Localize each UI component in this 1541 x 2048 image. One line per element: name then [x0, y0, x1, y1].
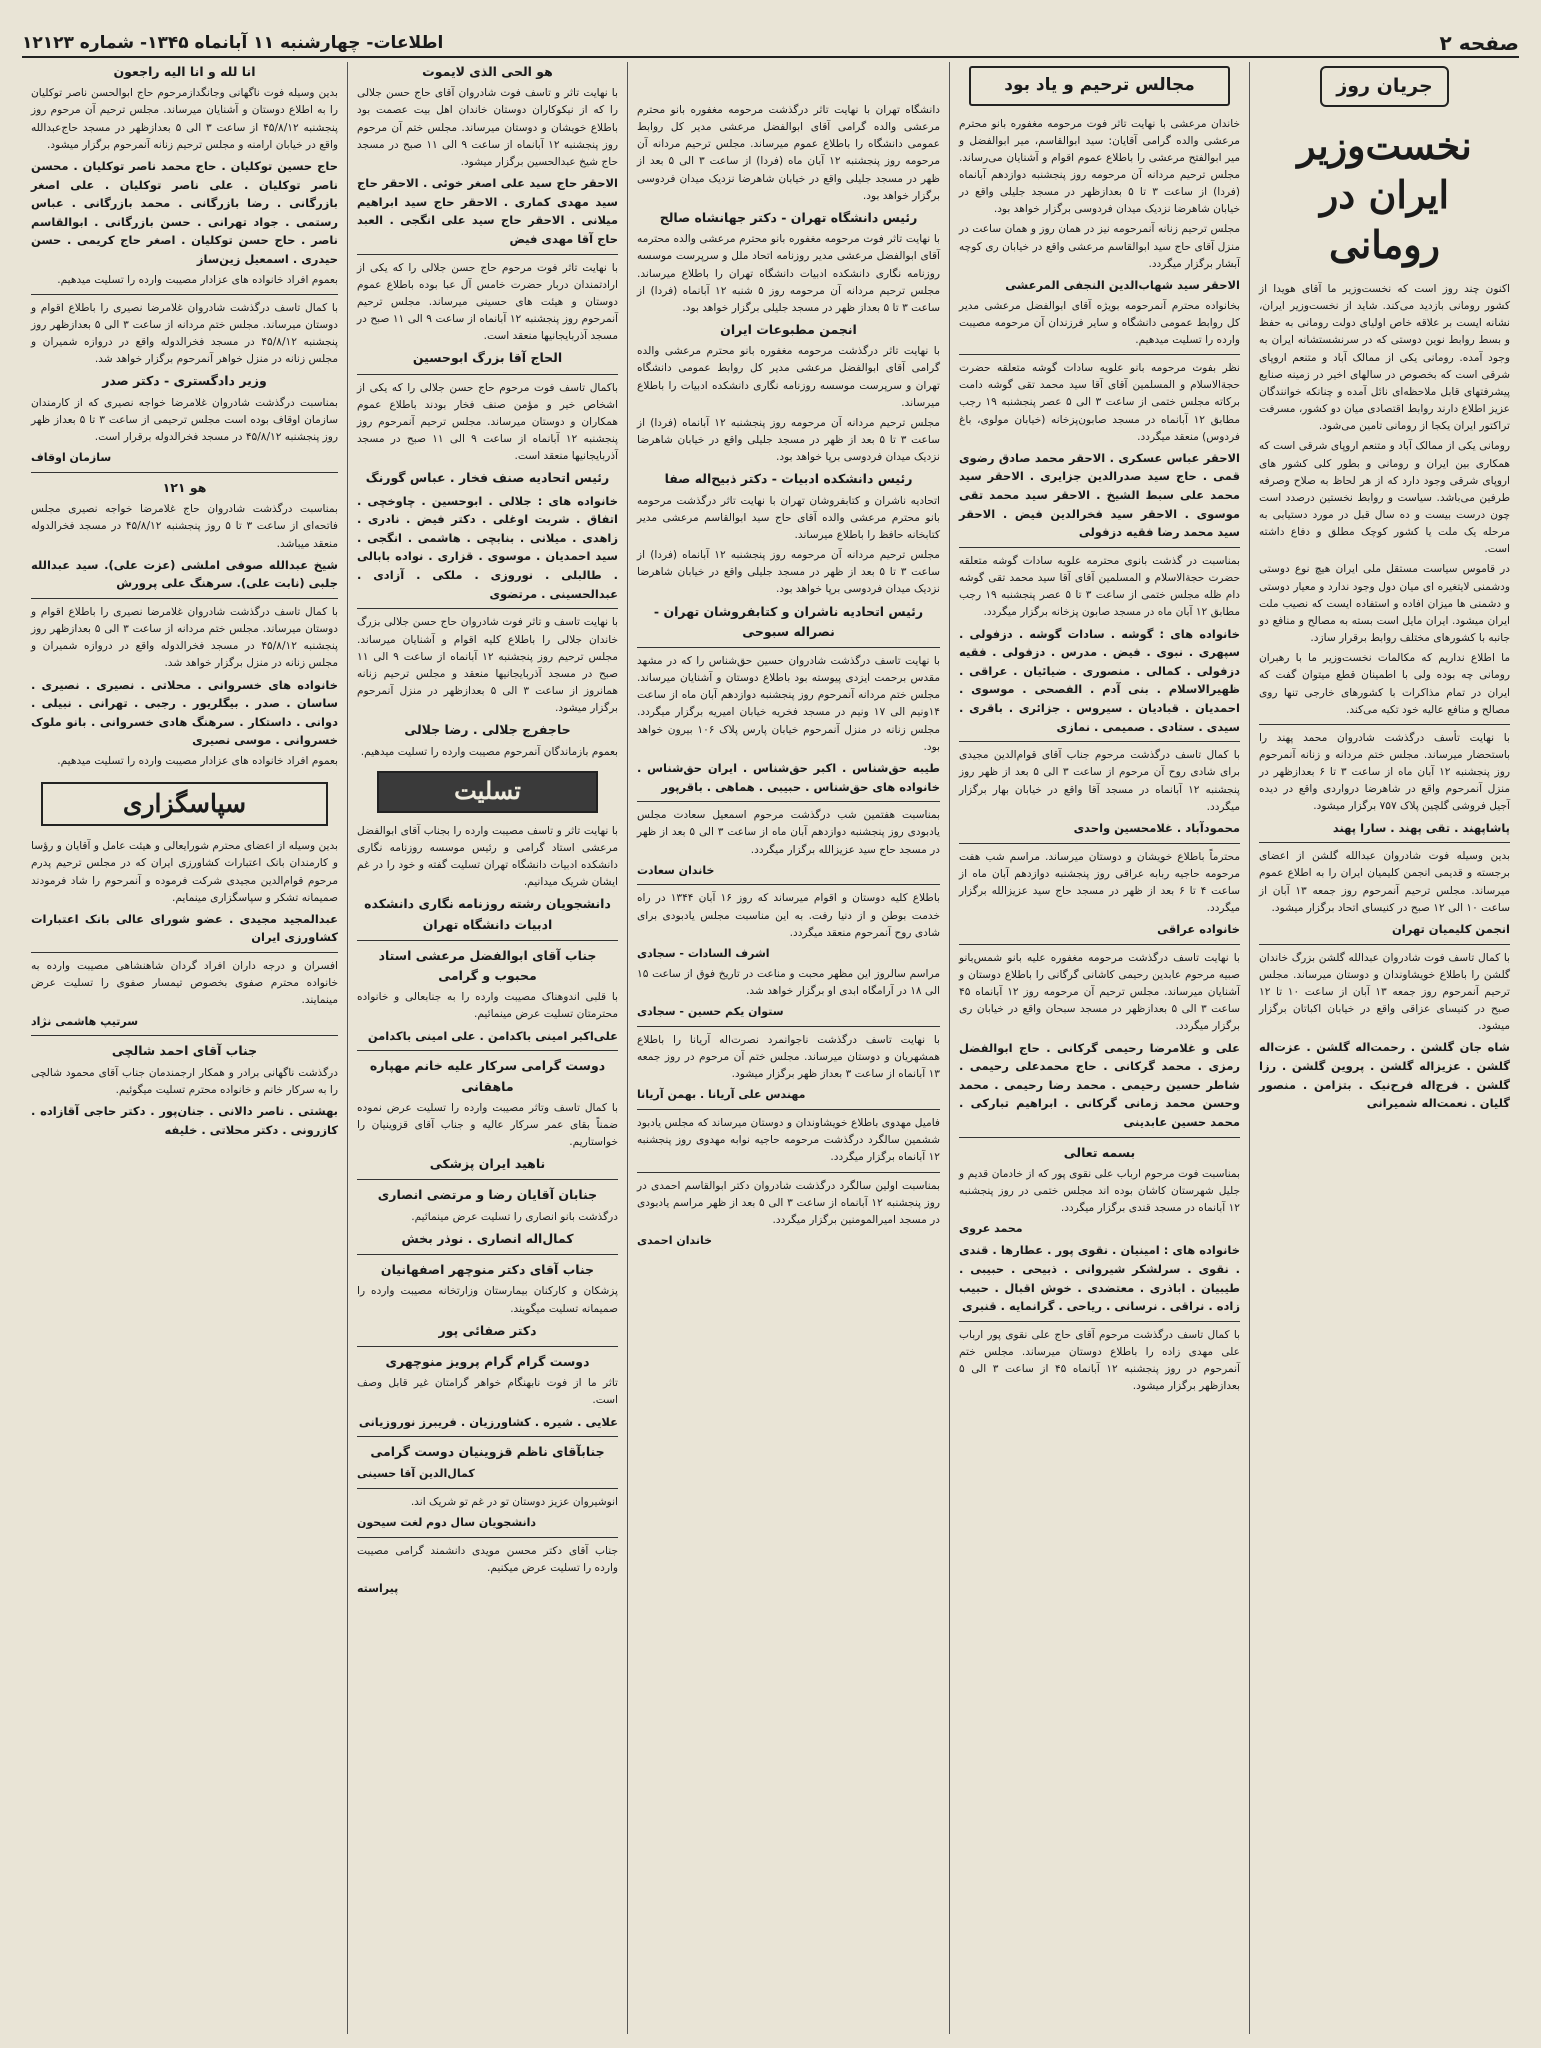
notice-signature: انجمن مطبوعات ایران	[720, 321, 857, 337]
notice-text: با نهایت تاثر فوت مرحوم حاج حسن جلالی را که یکی از ارادتمندان دربار حضرت خامس آل عبا بوده باطلاع عموم دوستان و هیئت های حسینی میرساند. مجلس ترحیم آنمرحوم روز پنجشنبه ۱۲ آبانماه از ساعت ۹ الی ۱۱ صبح در مسجد آذربایجانیها منعقد است.	[357, 261, 618, 343]
notice-signature: محمد عروی	[959, 1222, 1023, 1236]
divider	[357, 1346, 618, 1347]
notice-heading: جناب آقای ابوالفضل مرعشی استاد محبوب و گرامی	[378, 947, 597, 984]
column-condolences	[347, 62, 627, 2034]
notice-text: با نهایت تاثر و تاسف مصیبت وارده را بجناب آقای ابوالفضل مرعشی استاد گرامی و رئیس موسسه روزنامه نگاری دانشکده ادبیات دانشگاه تهران تسلیت گفته و خود را در غم ایشان شریک میدانیم.	[357, 824, 618, 889]
notice-text: خاندان مرعشی با نهایت تاثر فوت مرحومه مغفوره بانو محترم مرعشی والده گرامی آقایان: سید ابوالقاسم، میر ابوالفضل و میر ابوالفتح مرعشی را باطلاع عموم اقوام و آشنایان می‌رساند. مجلس ترحیم مردانه آن مرحومه روز پنجشنبه دوازدهم آبانماه (فردا) از ساعت ۳ تا ۵ بعدازظهر در مسجد جلیلی واقع در خیابان شاهرضا نزدیک میدان فردوسی برگزار خواهد بود.	[959, 117, 1240, 216]
notice-signature: حاجفرج جلالی . رضا جلالی	[404, 722, 571, 738]
divider	[357, 1050, 618, 1051]
divider	[31, 294, 338, 295]
notice-signature: خانواده عراقی	[1157, 922, 1240, 937]
notice-signature: اشرف السادات - سجادی	[637, 946, 770, 960]
notice-heading: بسمه تعالی	[1063, 1144, 1136, 1160]
notice-text: با کمال تاسف درگذشت شادروان غلامرضا نصیری را باطلاع اقوام و دوستان میرساند. مجلس ختم مردانه از ساعت ۳ الی ۵ بعدازظهر روز پنجشنبه ۴۵/۸/۱۲ در مسجد فخرالدوله واقع در دروازه شمیران و مجلس زنانه در منزل برگزار خواهد شد.	[31, 605, 338, 670]
notice-signature: ستوان یکم حسین - سجادی	[637, 1005, 784, 1019]
notice-signature: ناهید ایران پزشکی	[429, 1156, 546, 1172]
notice-text: محترماً باطلاع خویشان و دوستان میرساند. مراسم شب هفت مرحومه حاجیه ربابه عراقی روز پنجشنبه دوازدهم آبان ماه از ساعت ۴ تا ۶ بعد از ظهر در مسجد حاج سید عزیزالله برگزار میگردد.	[959, 850, 1240, 915]
thanks-banner: سپاسگزاری	[41, 782, 328, 826]
notice-text: با نهایت تاثر فوت مرحومه مغفوره بانو محترم مرعشی والده محترمه آقای ابوالفضل مرعشی مدیر روزنامه اتحاد ملل و سرپرست موسسه روزنامه نگاری دانشکده ادبیات دانشگاه تهران را باطلاع میرساند. مجلس ترحیم مردانه آن مرحومه روز ۵ شنبه ۱۲ آبانماه (فردا) از ساعت ۳ تا ۵ بعداز ظهر در مسجد جلیلی برگزار خواهد بود.	[637, 233, 940, 314]
banner-spacer	[637, 62, 940, 102]
page-number: صفحه ۲	[1439, 31, 1519, 55]
notice-heading: دوست گرامی سرکار علیه خانم مهپاره ماهقانی	[369, 1058, 606, 1094]
notice-text: با کمال تاسف درگذشت شادروان غلامرضا نصیری را باطلاع اقوام و دوستان میرساند. مجلس ختم مردانه از ساعت ۳ الی ۵ بعدازظهر روز پنجشنبه ۴۵/۸/۱۲ در مسجد فخرالدوله واقع در دروازه شمیران و مجلس زنانه در منزل خواهر آنمرحوم برگزار خواهد شد.	[31, 301, 338, 366]
notice-signature: دکتر صفائی پور	[438, 1322, 537, 1338]
section-banner: مجالس ترحیم و یاد بود	[969, 66, 1230, 106]
column-notices	[22, 62, 347, 2034]
notice-text: بمناسبت اولین سالگرد درگذشت شادروان دکتر ابوالقاسم احمدی در روز پنجشنبه ۱۲ آبانماه از ساعت ۳ الی ۵ بعد از ظهر مراسم یادبودی در مسجد امیرالمومنین برگزار میگردد.	[637, 1179, 940, 1226]
notice-signature: انجمن کلیمیان تهران	[1391, 921, 1510, 936]
headline: نخست‌وزیر ایران در رومانی	[1297, 122, 1472, 267]
divider	[959, 741, 1240, 742]
notice-text: جناب آقای دکتر محسن مویدی دانشمند گرامی مصیبت وارده را تسلیت عرض میکنیم.	[357, 1545, 618, 1575]
divider	[959, 1137, 1240, 1138]
notice-text: بدین وسیله فوت شادروان عبدالله گلشن از اعضای برجسته و قدیمی انجمن کلیمیان ایران را به اطلاع عموم میرساند. مجلس ترحیم آنمرحوم روز جمعه ۱۳ آبان از ساعت ۱۰ الی ۱۲ صبح در کنیسای اتحاد برگزار میشود.	[1259, 850, 1510, 914]
notice-names: الاحقر حاج سید علی اصغر خوئی . الاحقر حاج سید مهدی کماری . الاحقر حاج سید ابراهیم میلانی . الاحقر حاج سید علی انگجی . العبد حاج آقا مهدی فیض	[357, 176, 618, 246]
notice-text: با نهایت تاسف و تاثر فوت شادروان حاج حسن جلالی بزرگ خاندان جلالی را باطلاع کلیه اقوام و آشنایان میرساند. مجلس ترحیم روز پنجشنبه ۱۲ آبانماه از ساعت ۹ الی ۱۱ صبح در مسجد آذربایجانیها منعقد و مجلس ترحیم زنانه همانروز از ساعت ۳ الی ۵ بعدازظهر در منزل آنمرحوم برگزار میشود.	[357, 616, 618, 715]
notice-signature: کمال‌الدین آقا حسینی	[357, 1467, 475, 1481]
notice-text: بدین وسیله فوت ناگهانی وجانگدازمرحوم حاج ابوالحسن ناصر توکلیان را به اطلاع دوستان و آشنایان میرساند. مجلس ترحیم آن مرحوم روز پنجشنبه ۴۵/۸/۱۲ از ساعت ۳ الی ۵ بعدازظهر در مسجد حاج‌عبدالله واقع در خیابان ارامنه و مجلس ترحیم زنانه آنمرحوم برگزار میشود.	[31, 87, 338, 151]
notice-names: خانواده های : گوشه . سادات گوشه . دزفولی . سپهری . نبوی . فیض . مدرس . دزفولی . فقیه دزفولی . کمالی . منصوری . ضیائیان . عراقی . ظهیرالاسلام . بنی آدم . الفصحی . موسوی . احمدیان . قبادیان . سیروس . جزائری . باقری . سیدی . ستادی . صمیمی . نمازی	[959, 626, 1240, 734]
notice-names: الاحقر عباس عسکری . الاحقر محمد صادق رضوی قمی . حاج سید صدرالدین جزایری . الاحقر سید محمد علی سبط الشیخ . الاحقر سید محمد تقی موسوی . الاحقر سید فخرالدین فیض . الاحقر سید محمد رضا فقیه دزفولی	[959, 450, 1240, 540]
notice-text: نظر بفوت مرحومه بانو علویه سادات گوشه متعلقه حضرت حجة‌الاسلام و المسلمین آقای آقا سید محمد تقی گوشه دامت برکاته مجلس ختمی از ساعت ۳ الی ۵ عصر پنجشنبه ۱۹ رجب مطابق ۱۲ آبانماه در مسجد صابون‌پزخانه (خیابان مولوی، باغ فردوس) منعقد میگردد.	[959, 362, 1240, 443]
notice-names: طیبه حق‌شناس . اکبر حق‌شناس . ایران حق‌شناس . خانواده های حق‌شناس . حبیبی . هماهی . باقرپور	[637, 760, 940, 794]
editorial-paragraph: اکنون چند روز است که نخست‌وزیر ما آقای هویدا از کشور رومانی بازدید می‌کند. شاید از نخست‌وزیر ایران، نشانه ایست بر علاقه خاص اولیای دولت رومانی به حفظ و بسط روابط نوین دوستی که در سرنشستشانه ایران به وجود آمده. رومانی یکی از ممالک آباد و متنعم اروپای شرقی است که بخصوص در سالهای اخیر در زمینه صنایع پیشرفتهای قابل ملاحظه‌ای نائل آمده و چنانکه خوانندگان عزیز اطلاع دارند روابط اقتصادی میان دو کشور، مسرفت تراکتور ایران یکجا از رومانی تامین می‌شود.	[1259, 282, 1510, 433]
notice-signature: رئیس اتحادیه ناشران و کتابفروشان تهران - نصراله سبوحی	[653, 603, 924, 639]
divider	[959, 354, 1240, 355]
notice-text: پزشکان و کارکنان بیمارستان وزارتخانه مصیبت وارده را صمیمانه تسلیت میگویند.	[357, 1285, 618, 1315]
notice-text: با نهایت تاسف درگذشت شادروان حسین حق‌شناس را که در مشهد مقدس برحمت ایزدی پیوسته بود باطلاع دوستان و آشنایان میرساند. مجلس ختم مردانه آنمرحوم روز پنجشنبه دوازدهم آبان ماه از ساعت ۱۴ونیم الی ۱۷ ونیم در مسجد فخریه خیابان امیریه برگزار میگردد. مجلس زنانه در منزل آنمرحوم خیابان پارس پلاک ۱۰۶ بیرون خواهد بود.	[637, 655, 940, 753]
column-memorial-1	[949, 62, 1249, 2034]
notice-text: بمناسبت در گذشت بانوی محترمه علویه سادات گوشه متعلقه حضرت حجة‌الاسلام و المسلمین آقای آقا سید محمد تقی گوشه دام ظله مجلس ختمی از ساعت ۳ تا ۵ عصر پنجشنبه ۱۹ رجب مطابق ۱۲ آبان ماه در مسجد صابون پزخانه برگزار میگردد.	[959, 554, 1240, 619]
notice-signature: رئیس دانشکده ادبیات - دکتر ذبیح‌اله صفا	[664, 471, 913, 487]
divider	[637, 1026, 940, 1027]
notice-signature: سازمان اوقاف	[31, 451, 112, 465]
notice-text: بعموم افراد خانواده های عزادار مصیبت وارده را تسلیت میدهیم.	[57, 755, 338, 768]
divider	[31, 1035, 338, 1036]
divider	[1259, 724, 1510, 725]
notice-names: خانواده های : جلالی . ابوحسین . چاوخچی . اتفاق . شربت اوغلی . دکتر فیض . نادری . زاهدی . میلانی . بنابچی . هاشمی . انگجی . سید احمدیان . موسوی . قزاری . نواده بابالی . طالبلی . نوروزی . ملکی . آزادی . عبدالحسینی . مرتضوی	[357, 493, 618, 601]
divider	[357, 1436, 618, 1437]
divider	[357, 254, 618, 255]
notice-names: حاج حسین توکلیان . حاج محمد ناصر توکلیان . محسن ناصر توکلیان . علی ناصر توکلیان . علی اصغر بازرگانی . رضا بازرگانی . محمد بازرگانی . عباس رستمی . جواد تهرانی . حسن بازرگانی . ابوالقاسم ناصر . حاج حسن توکلیان . اصغر حاج کریمی . حسن حیدری . اسمعیل زین‌ساز	[31, 158, 338, 266]
notice-text: با کمال تاسف فوت شادروان عبدالله گلشن بزرگ خاندان گلشن را باطلاع خویشاوندان و دوستان میرساند. مجلس ترحیم آنمرحوم روز جمعه ۱۳ آبان از ساعت ۱۰ تا ۱۲ صبح در کنیسای عزاقی واقع در خیابان اکباتان برگزار میشود.	[1259, 951, 1510, 1033]
notice-signature: پاشاپهند . تقی پهند . سارا پهند	[1332, 820, 1510, 835]
notice-heading: جناب آقای احمد شالچی	[111, 1043, 258, 1059]
divider	[31, 952, 338, 953]
notice-text: بمناسبت فوت مرحوم ارباب علی نقوی پور که از خادمان قدیم و جلیل شهرستان کاشان بوده اند مجلس ختمی در روز پنجشنبه ۱۲ آبانماه در مسجد قندی برگزار میگردد.	[959, 1167, 1240, 1215]
divider	[357, 1179, 618, 1180]
section-box-current-affairs: جریان روز	[1320, 66, 1448, 107]
notice-text: انوشیروان عزیز دوستان تو در غم تو شریک اند.	[410, 1496, 618, 1509]
divider	[357, 940, 618, 941]
notice-text: مراسم سالروز این مظهر محبت و مناعت در تاریخ فوق از ساعت ۱۵ الی ۱۸ در آرامگاه ابدی او برگزار خواهد شد.	[637, 967, 940, 997]
notice-text: بمناسبت درگذشت شادروان غلامرضا خواجه نصیری که از کارمندان سازمان اوقاف بوده است مجلس ترحیمی از ساعت ۳ تا ۵ بعداز ظهر روز پنجشنبه ۴۵/۸/۱۲ در مسجد فخرالدوله برقرار است.	[31, 396, 338, 443]
column-editorial	[1249, 62, 1519, 2034]
notice-text: افسران و درجه داران افراد گردان شاهنشاهی مصیبت وارده به خانواده محترم صفوی بخصوص تیمسار صفوی را تسلیت عرض مینمایند.	[31, 960, 338, 1007]
notice-text: مجلس ترحیم مردانه آن مرحومه روز پنجشنبه ۱۲ آبانماه (فردا) از ساعت ۳ تا ۵ بعد از ظهر در مسجد جلیلی واقع در خیابان شاهرضا نزدیک میدان فردوسی برپا خواهد بود.	[637, 549, 940, 596]
notice-text: درگذشت بانو انصاری را تسلیت عرض مینمائیم.	[411, 1210, 618, 1223]
divider	[959, 843, 1240, 844]
divider	[637, 801, 940, 802]
notice-heading: وزیر دادگستری - دکتر صدر	[102, 373, 267, 389]
notice-text: درگذشت ناگهانی برادر و همکار ارجمندمان جناب آقای محمود شالچی را به سرکار خانم و خانواده محترم تسلیت میگوئیم.	[31, 1066, 338, 1096]
notice-text: با قلبی اندوهناک مصیبت وارده را به جنابعالی و خانواده محترمتان تسلیت عرض مینمائیم.	[357, 991, 618, 1021]
notice-signature: دانشجویان رشته روزنامه نگاری دانشکده ادبیات دانشگاه تهران	[364, 896, 611, 932]
divider	[357, 1488, 618, 1489]
editorial-paragraph: رومانی یکی از ممالک آباد و متنعم اروپای شرقی است که همکاری بین ایران و رومانی و بطور کلی کشور های اروپای شرقی وجود دارد که از هر لحاظ به صلاح وصرفه طرفین می‌باشد. سیاست و روابط نخستین درصدد است چون درست بیست و ده سال قبل در مورد دستیابی به مرحله یک ملت یا کشور کوچک مطلق و دفاع داشته است.	[1259, 440, 1510, 556]
notice-heading: دوست گرام گرام پرویز منوچهری	[385, 1353, 590, 1369]
notice-text: با نهایت تاثر و تاسف فوت شادروان آقای حاج حسن جلالی را که از نیکوکاران دوستان خاندان اهل بیت عصمت بود باطلاع خویشان و دوستان میرساند. مجلس ختم آن مرحوم روز پنجشنبه ۱۲ آبانماه از ساعت ۹ الی ۱۱ صبح در مسجد حاج شیخ عبدالحسین برگزار میشود.	[357, 87, 618, 168]
notice-text: بعموم افراد خانواده های عزادار مصیبت وارده را تسلیت میدهیم.	[57, 273, 338, 286]
masthead	[22, 30, 1519, 58]
notice-signature: محمودآباد . غلامحسین واحدی	[1073, 820, 1240, 835]
divider	[357, 1254, 618, 1255]
notice-signature: خاندان سعادت	[637, 863, 715, 877]
divider	[637, 884, 940, 885]
notice-text: تاثر ما از فوت نابهنگام خواهر گرامتان غیر قابل وصف است.	[357, 1377, 618, 1407]
notice-text: با نهایت تاسف درگذشت ناجوانمرد نصرت‌اله آریانا را باطلاع همشهریان و دوستان میرساند. مجلس ختم آن مرحوم در روز جمعه ۱۳ آبانماه از ساعت ۳ بعداز ظهر برگزار میشود.	[637, 1033, 940, 1081]
notice-names: بهشتی . ناصر دالانی . جنان‌پور . دکتر حاجی آقازاده . کازرونی . دکتر محلاتی . خلیفه	[31, 1103, 338, 1137]
divider	[959, 944, 1240, 945]
notice-names: علی و غلامرضا رحیمی گرکانی . حاج ابوالفضل رمزی . محمد گرکانی . حاج محمدعلی رحیمی . شاطر حسین رحیمی . محمد رضا رحیمی . محمد وحسن محمد زمانی گرکانی . ابراهیم تبارکی . محمد حسین عابدینی	[959, 1040, 1240, 1130]
divider	[357, 374, 618, 375]
notice-heading: جنابآقای ناظم قزوینیان دوست گرامی	[370, 1444, 605, 1460]
notice-signature: عبدالمجید مجیدی . عضو شورای عالی بانک اعتبارات کشاورزی ایران	[31, 911, 338, 945]
notice-text: فامیل مهدوی باطلاع خویشاوندان و دوستان میرساند که مجلس یادبود ششمین سالگرد درگذشت مرحومه حاجیه نوابه مهدوی روز پنجشنبه ۱۲ آبانماه برگزار میگردد.	[637, 1117, 940, 1164]
divider	[357, 608, 618, 609]
notice-text: با نهایت تاسف درگذشت مرحومه مغفوره علیه بانو شمس‌بانو صبیه مرحوم عابدین رحیمی کاشانی گرگانی را باطلاع دوستان و آشنایان میرساند. مجلس ترحیم آن مرحومه روز ۱۲ آبانماه ۴۵ ساعت ۳ الی ۵ بعدازظهر در مسجد سبحان واقع در خیابان ری برگزار میگردد.	[959, 951, 1240, 1033]
notice-signature: کمال‌اله انصاری . نوذر بخش	[401, 1230, 574, 1246]
notice-text: بمناسبت درگذشت شادروان حاج غلامرضا خواجه نصیری مجلس فاتحه‌ای از ساعت ۳ تا ۵ روز پنجشنبه ۴۵/۸/۱۲ در مسجد فخرالدوله منعقد میباشد.	[31, 503, 338, 550]
divider	[959, 547, 1240, 548]
divider	[31, 598, 338, 599]
notice-text: بدین وسیله از اعضای محترم شورایعالی و هیئت عامل و آقایان و رؤسا و کارمندان بانک اعتبارات کشاورزی ایران که در مجلس ترحیم پدرم مرحوم قوام‌الدین مجیدی شرکت فرموده و آنمرحوم را شاد فرمودند صمیمانه تشکر و سپاسگزاری مینمایم.	[31, 840, 338, 904]
notice-heading: جنابان آقایان رضا و مرتضی انصاری	[377, 1187, 598, 1203]
notice-text: بخانواده محترم آنمرحومه بویژه آقای ابوالفضل مرعشی مدیر کل روابط عمومی دانشگاه و سایر فرزندان آن مرحومه مصیبت وارده را تسلیت میدهیم.	[959, 299, 1240, 346]
issue-line: اطلاعات- چهارشنبه ۱۱ آبانماه ۱۳۴۵- شماره ۱۲۱۲۳	[22, 33, 444, 53]
notice-text: با نهایت تأسف درگذشت شادروان محمد پهند را باستحضار میرساند. مجلس ختم مردانه و زنانه آنمرحوم روز پنجشنبه ۱۲ آبان ماه از ساعت ۳ تا ۶ بعدازظهر در منزل آنمرحوم واقع در شاهرضا درواردی واقع در دیده آجیل فروشی گلچین پلاک ۷۵۷ برگزار میشود.	[1259, 731, 1510, 813]
notice-heading: هو ۱۲۱	[162, 479, 207, 495]
divider	[357, 1537, 618, 1538]
notice-heading: انا لله و انا الیه راجعون	[113, 64, 256, 79]
condolence-banner: تسلیت	[377, 771, 598, 813]
notice-text: با کمال تاسف درگذشت مرحوم آقای حاج علی نقوی پور ارباب علی مهدی زاده را باطلاع دوستان میرساند. مجلس ختم آنمرحوم در روز پنجشنبه ۱۲ آبانماه ۴۵ از ساعت ۳ الی ۵ بعدازظهر برگزار میشود.	[959, 1328, 1240, 1393]
notice-signature: الاحقر سید شهاب‌الدین النجفی المرعشی	[1005, 277, 1240, 292]
notice-text: با نهایت تاثر درگذشت مرحومه مغفوره بانو محترم مرعشی والده گرامی آقای ابوالفضل مرعشی مدیر کل روابط عمومی دانشگاه تهران و سرپرست موسسه روزنامه نگاری دانشکده ادبیات را باطلاع میرساند.	[637, 345, 940, 409]
notice-names: خانواده های خسروانی . محلاتی . نصیری . نصیری . ساسان . صدر . بیگلریور . رجبی . تهرانی . نبیلی . دوانی . داستکار . سرهنگ هادی خسروانی . بانو ملوک خسروانی . موسی نصیری	[31, 677, 338, 748]
notice-signature: الحاج آقا بزرگ ابوحسین	[412, 350, 563, 366]
notice-signature: رئیس دانشگاه تهران - دکتر جهانشاه صالح	[659, 209, 918, 225]
notice-signature: رئیس اتحادیه صنف فخار . عباس گورنگ	[365, 470, 610, 486]
divider	[1259, 842, 1510, 843]
notice-names: خانواده های : امینیان . نقوی پور . عطارها . قندی . نقوی . سرلشکر شیروانی . ذبیحی . حبیبی . طیبیان . اباذری . معتضدی . خوش اقبال . حبیب زاده . نراقی . نرسانی . ریاحی . گرانمایه . قنبری	[959, 1243, 1240, 1314]
notice-text: اتحادیه ناشران و کتابفروشان تهران با نهایت تاثر درگذشت مرحومه بانو محترم مرعشی والده آقای حاج سید ابوالقاسم مرعشی مدیر کتابخانه حافظ را باطلاع میرساند.	[637, 494, 940, 541]
editorial-paragraph: در قاموس سیاست مستقل ملی ایران هیچ نوع دوستی ودشمنی لایتغیره ای میان دول وجود ندارد و معیار دوستی و دشمنی ها میزان افاده و استفاده ایست که نصیب ملت ایران میشود. ایران مایل است بسته به مصالح و منافع دو جانبه با کشورهای مختلف روابط برقرار سازد.	[1259, 563, 1510, 645]
divider	[637, 1172, 940, 1173]
column-memorial-2	[627, 62, 949, 2034]
divider	[31, 472, 338, 473]
notice-signature: علی‌اکبر امینی باکدامن . علی امینی باکدامن	[367, 1028, 618, 1043]
divider	[1259, 944, 1510, 945]
notice-signature: خاندان احمدی	[637, 1234, 713, 1248]
notice-signature: علایی . شیره . کشاورزیان . فریبرز نوروزیانی	[358, 1414, 618, 1429]
notice-heading: جناب آقای دکتر منوچهر اصفهانیان	[380, 1262, 595, 1278]
notice-signature: مهندس علی آریانا . بهمن آریانا	[637, 1088, 806, 1102]
notice-names: شیخ عبدالله صوفی املشی (عزت علی). سید عبدالله جلبی (نابت علی). سرهنگ علی پرورش	[31, 557, 338, 591]
divider	[637, 647, 940, 648]
notice-heading: هو الحی الذی لایموت	[422, 64, 553, 79]
notice-text: مجلس ترحیم زنانه آنمرحومه نیز در همان روز و همان ساعت در منزل آقای حاج سید ابوالقاسم مرعشی واقع در خیابان ری کوچه آبشار برگزار میگردد.	[959, 223, 1240, 270]
notice-text: دانشگاه تهران با نهایت تاثر درگذشت مرحومه مغفوره بانو محترم مرعشی والده گرامی آقای ابوالفضل مرعشی مدیر کل روابط عمومی دانشگاه را باطلاع عموم میرساند. مجلس ترحیم مردانه آن مرحومه روز پنجشنبه ۱۲ آبان ماه (فردا) از ساعت ۳ الی ۵ بعد از ظهر در مسجد جلیلی واقع در خیابان شاهرضا نزدیک میدان فردوسی برگزار خواهد بود.	[637, 104, 940, 202]
notice-signature: دانشجویان سال دوم لغت سیحون	[357, 1516, 537, 1530]
notice-text: با کمال تاسف وتاثر مصیبت وارده را تسلیت عرض نموده ضمناً بقای عمر سرکار عالیه و جناب آقای قزوینیان را خواستاریم.	[357, 1101, 618, 1149]
columns	[22, 62, 1519, 2034]
notice-text: باطلاع کلیه دوستان و اقوام میرساند که روز ۱۶ آبان ۱۳۴۴ در راه خدمت بوطن و از دنیا رفت. به این مناسبت مجلس یادبودی برای شادی روح آنمرحوم منعقد میگردد.	[637, 892, 941, 939]
divider	[637, 1109, 940, 1110]
notice-signature: سرتیپ هاشمی نژاد	[31, 1014, 139, 1028]
notice-text: با کمال تاسف درگذشت مرحوم جناب آقای قوام‌الدین مجیدی برای شادی روح آن مرحوم از ساعت ۳ الی ۵ بعد از ظهر روز پنجشنبه ۱۲ آبانماه در مسجد آقا واقع در خیابان بهار برگزار میگردد.	[959, 749, 1241, 813]
notice-text: باکمال تاسف فوت مرحوم حاج حسن جلالی را که یکی از اشخاص خیر و مؤمن صنف فخار بودند باطلاع عموم همکاران و دوستان میرساند. مجلس ترحیم آنمرحوم روز پنجشنبه ۱۲ آبانماه از ساعت ۹ الی ۱۱ صبح در مسجد آذربایجانیها منعقد است.	[357, 381, 618, 463]
notice-names: شاه جان گلشن . رحمت‌اله گلشن . عزت‌اله گلشن . عزیزاله گلشن . پروین گلشن . رزا گلشن . فرج‌اله فرح‌نیک . بتزامن . منصور گلیان . نعمت‌اله شمیرانی	[1259, 1040, 1510, 1111]
notice-text: مجلس ترحیم مردانه آن مرحومه روز پنجشنبه ۱۲ آبانماه (فردا) از ساعت ۳ تا ۵ بعد از ظهر در مسجد جلیلی واقع در خیابان شاهرضا نزدیک میدان فردوسی برپا خواهد بود.	[637, 416, 940, 464]
notice-signature: پیراسته	[357, 1582, 399, 1596]
divider	[959, 1321, 1240, 1322]
notice-text: بمناسبت هفتمین شب درگذشت مرحوم اسمعیل سعادت مجلس یادبودی روز پنجشنبه دوازدهم آبان ماه از ساعت ۳ الی ۵ بعد از ظهر در مسجد حاج سید عزیزالله برگزار میگردد.	[637, 809, 940, 856]
editorial-paragraph: ما اطلاع نداریم که مکالمات نخست‌وزیر ما با رهبران رومانی چه بوده ولی با اطمینان قطع میتوان گفت که ایران در تمام مذاکرات با کشورهای خارجی تنها روی مصالح و منافع عالیه خود تکیه می‌کند.	[1259, 652, 1510, 716]
notice-text: بعموم بازماندگان آنمرحوم مصیبت وارده را تسلیت میدهیم.	[360, 745, 618, 758]
